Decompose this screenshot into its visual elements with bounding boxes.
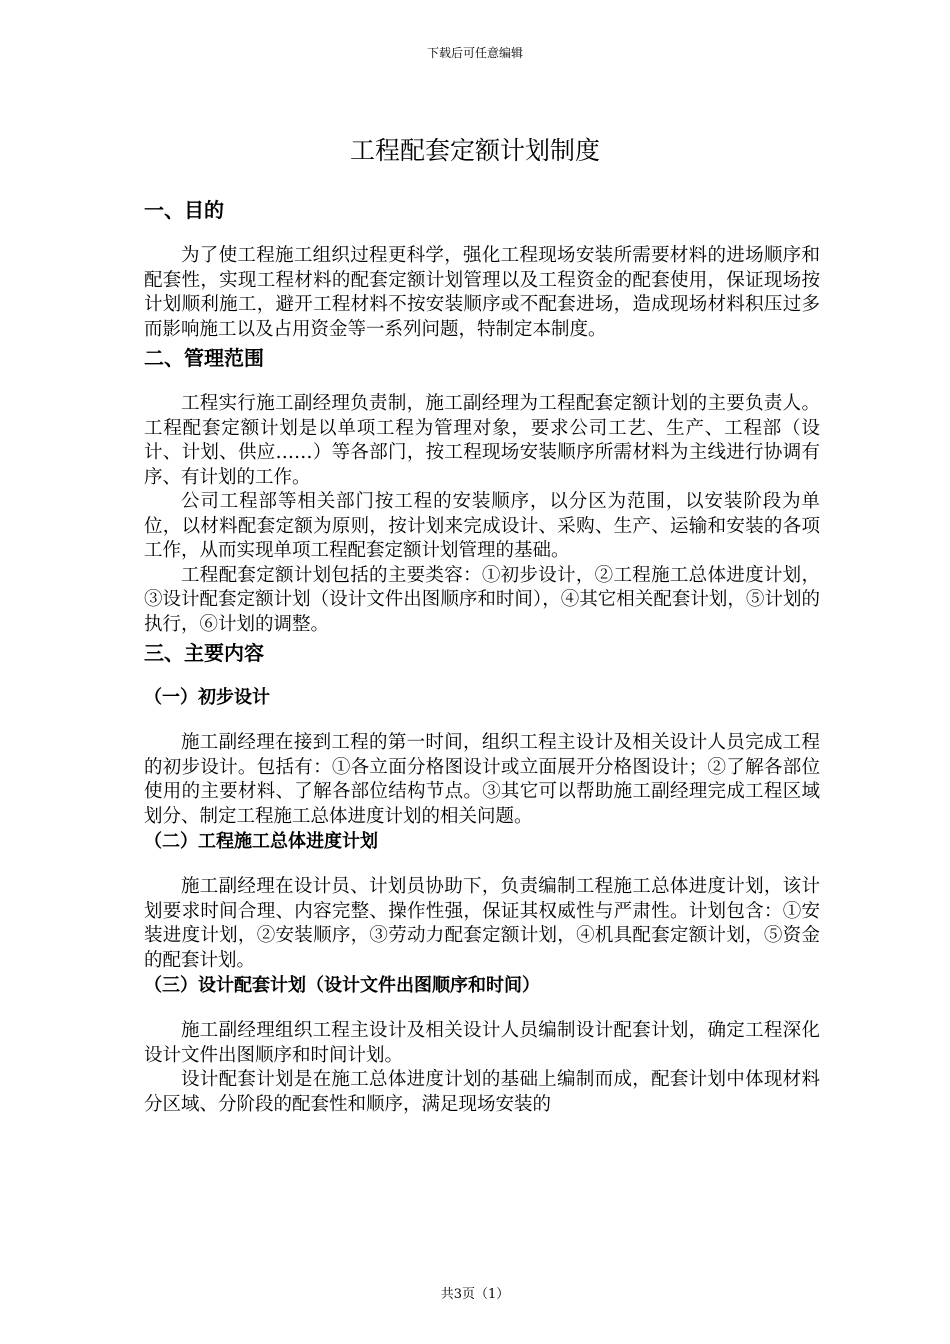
document-body [144,196,820,1117]
section-heading-main-content: 三、主要内容 [144,641,264,665]
paragraph: 设计配套计划是在施工总体进度计划的基础上编制而成，配套计划中体现材料分区域、分阶段的配套性和顺序，满足现场安装的 [144,1069,820,1115]
subsection-heading-overall-schedule: （二）工程施工总体进度计划 [144,831,378,852]
section-heading-purpose: 一、目的 [144,198,224,222]
paragraph: 为了使工程施工组织过程更科学，强化工程现场安装所需要材料的进场顺序和配套性，实现工程材料的配套定额计划管理以及工程资金的配套使用，保证现场按计划顺利施工，避开工程材料不按安装顺序或不配套进场，造成现场材料积压过多而影响施工以及占用资金等一系列问题，特制定本制度。 [144,245,820,340]
page-footer: 共3页（1） [440,1287,510,1302]
paragraph: 工程实行施工副经理负责制，施工副经理为工程配套定额计划的主要负责人。工程配套定额计划是以单项工程为管理对象，要求公司工艺、生产、工程部（设计、计划、供应……）等各部门，按工程现场安装顺序所需材料为主线进行协调有序、有计划的工作。 [144,393,820,488]
paragraph: 施工副经理组织工程主设计及相关设计人员编制设计配套计划，确定工程深化设计文件出图顺序和时间计划。 [144,1020,820,1066]
header-note: 下载后可任意编辑 [426,46,523,60]
section-heading-scope: 二、管理范围 [144,346,264,370]
paragraph: 施工副经理在接到工程的第一时间，组织工程主设计及相关设计人员完成工程的初步设计。包括有：①各立面分格图设计或立面展开分格图设计；②了解各部位使用的主要材料、了解各部位结构节点。③其它可以帮助施工副经理完成工程区域划分、制定工程施工总体进度计划的相关问题。 [144,732,820,827]
subsection-heading-design-plan: （三）设计配套计划（设计文件出图顺序和时间） [144,975,540,996]
paragraph: 工程配套定额计划包括的主要类容：①初步设计，②工程施工总体进度计划，③设计配套定额计划（设计文件出图顺序和时间），④其它相关配套计划，⑤计划的执行，⑥计划的调整。 [144,564,820,635]
subsection-heading-preliminary-design: （一）初步设计 [144,687,270,708]
paragraph: 施工副经理在设计员、计划员协助下，负责编制工程施工总体进度计划，该计划要求时间合理、内容完整、操作性强，保证其权威性与严肃性。计划包含：①安装进度计划，②安装顺序，③劳动力配套定额计划，④机具配套定额计划，⑤资金的配套计划。 [144,876,820,971]
paragraph: 公司工程部等相关部门按工程的安装顺序，以分区为范围，以安装阶段为单位，以材料配套定额为原则，按计划来完成设计、采购、生产、运输和安装的各项工作，从而实现单项工程配套定额计划管理的基础。 [144,491,820,561]
document-title: 工程配套定额计划制度 [349,136,600,165]
